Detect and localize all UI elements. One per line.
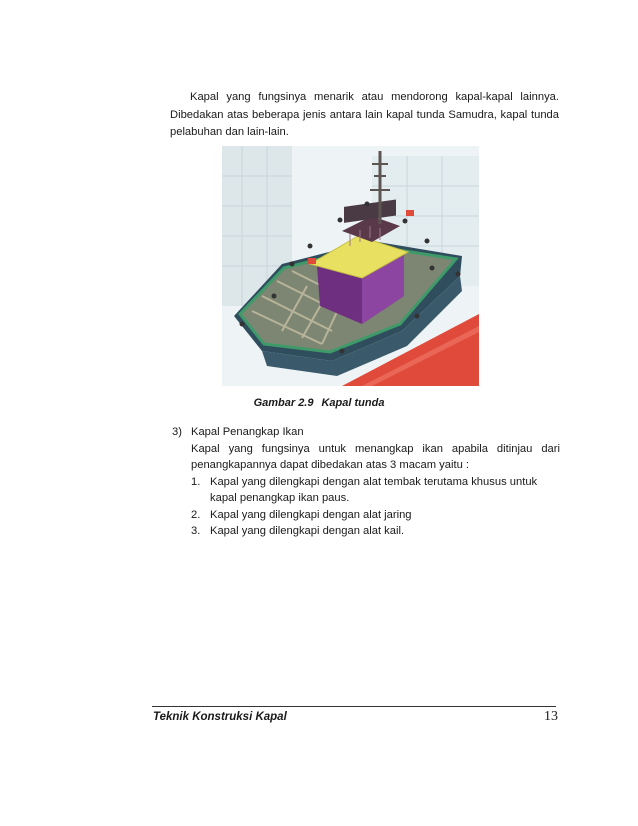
intro-text: Kapal yang fungsinya menarik atau mendorong kapal-kapal lainnya. Dibedakan atas beberapa jenis antara lain kapal tunda Samudra, kapal tunda pelabuhan dan lain-lain. bbox=[170, 91, 559, 138]
caption-text: Kapal tunda bbox=[321, 397, 385, 409]
figure-caption bbox=[0, 397, 638, 409]
section-fishing-vessel bbox=[172, 424, 560, 540]
section-title: Kapal Penangkap Ikan bbox=[191, 426, 304, 438]
section-body: Kapal yang fungsinya untuk menangkap ikan apabila ditinjau dari penangkapannya dapat dibedakan atas 3 macam yaitu : bbox=[191, 442, 560, 471]
list-item: 2. Kapal yang dilengkapi dengan alat jaring bbox=[191, 508, 412, 521]
tugboat-figure bbox=[222, 146, 479, 386]
caption-label: Gambar 2.9 bbox=[253, 397, 314, 409]
footer-book-title: Teknik Konstruksi Kapal bbox=[153, 711, 287, 723]
footer-divider bbox=[152, 706, 556, 707]
list-item: 1. Kapal yang dilengkapi dengan alat tembak terutama khusus untuk kapal penangkap ikan paus. bbox=[191, 475, 538, 504]
section-number: 3) bbox=[172, 426, 182, 438]
intro-paragraph bbox=[170, 89, 559, 142]
page-number: 13 bbox=[544, 709, 558, 724]
section-heading bbox=[172, 424, 560, 441]
list-item: 3. Kapal yang dilengkapi dengan alat kail. bbox=[191, 525, 405, 537]
vessel-type-list bbox=[191, 474, 560, 540]
tugboat-illustration bbox=[222, 146, 479, 386]
